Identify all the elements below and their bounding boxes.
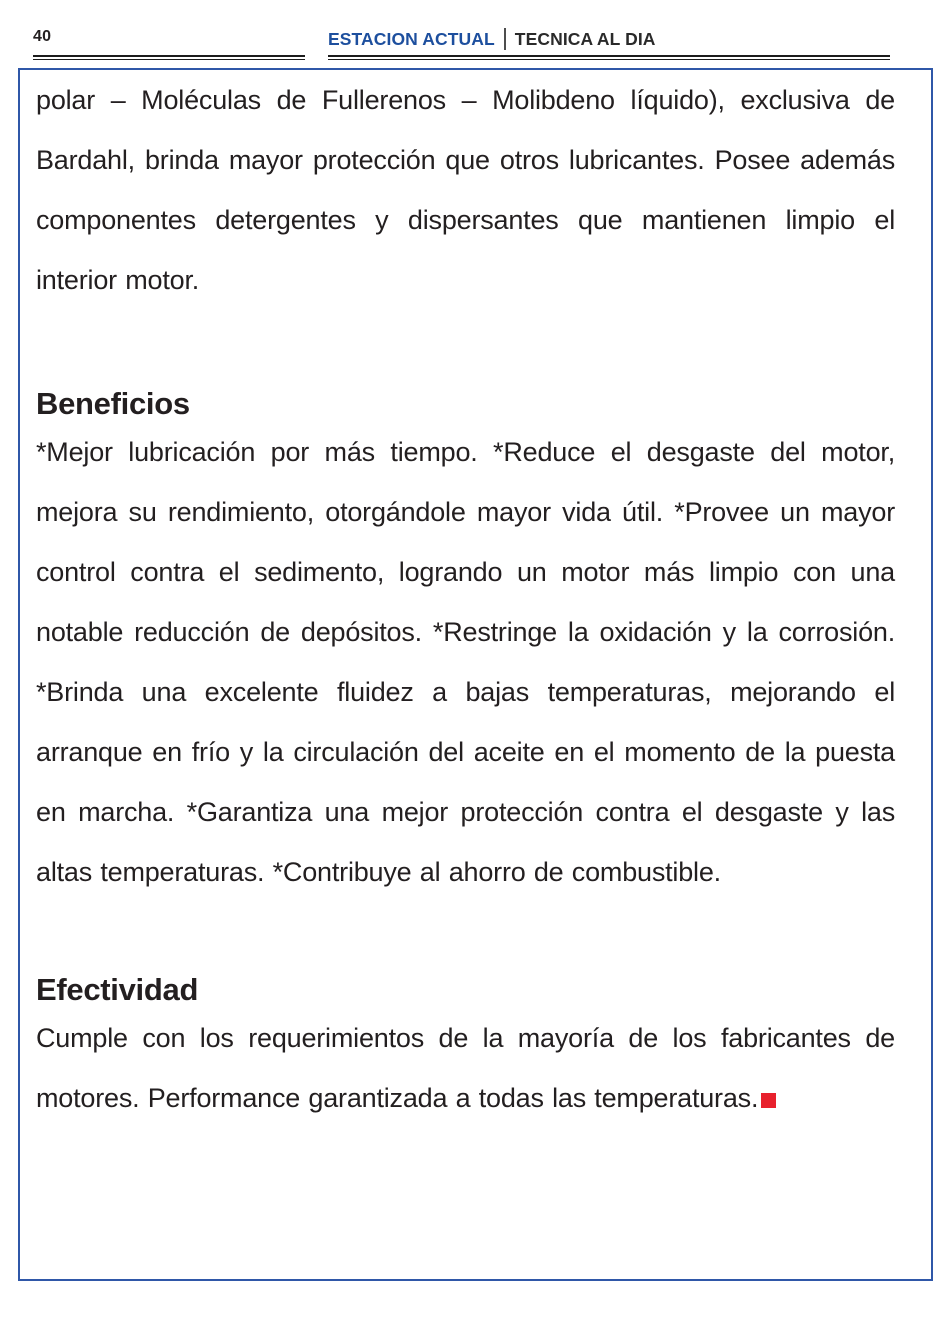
heading-efectividad: Efectividad <box>36 972 199 1007</box>
section-title: TECNICA AL DIA <box>514 28 656 49</box>
beneficios-paragraph: *Mejor lubricación por más tiempo. *Reduce el desgaste del motor, mejora su rendimiento, otorgándole mayor vida útil. *Provee un mayor control contra el sedimento, logrando un motor más limpio con una notable reducción de depósitos. *Restringe la oxidación y la corrosión. *Brinda una excelente fluidez a bajas temperaturas, mejorando el arranque en frío y la circulación del aceite en el momento de la puesta en marcha. *Garantiza una mejor protección contra el desgaste y las altas temperaturas. *Contribuye al ahorro de combustible. <box>36 437 895 887</box>
article-frame <box>18 68 933 1281</box>
page-number: 40 <box>33 28 52 45</box>
magazine-title: ESTACION ACTUAL <box>328 28 495 49</box>
article-body <box>36 70 895 1128</box>
intro-paragraph: polar – Moléculas de Fullerenos – Molibdeno líquido), exclusiva de Bardahl, brinda mayor protección que otros lubricantes. Posee además componentes detergentes y dispersantes que mantienen limpio el interior motor. <box>36 85 895 295</box>
header-titles <box>328 28 656 50</box>
efectividad-paragraph <box>36 1008 895 1128</box>
header-rule-right <box>328 55 890 60</box>
article-end-mark-square <box>761 1093 776 1108</box>
header-divider-bar <box>504 28 506 50</box>
efectividad-text: Cumple con los requerimientos de la mayoría de los fabricantes de motores. Performance garantizada a todas las temperaturas. <box>36 1023 895 1113</box>
header-rule-left <box>33 55 305 60</box>
heading-beneficios: Beneficios <box>36 386 190 421</box>
